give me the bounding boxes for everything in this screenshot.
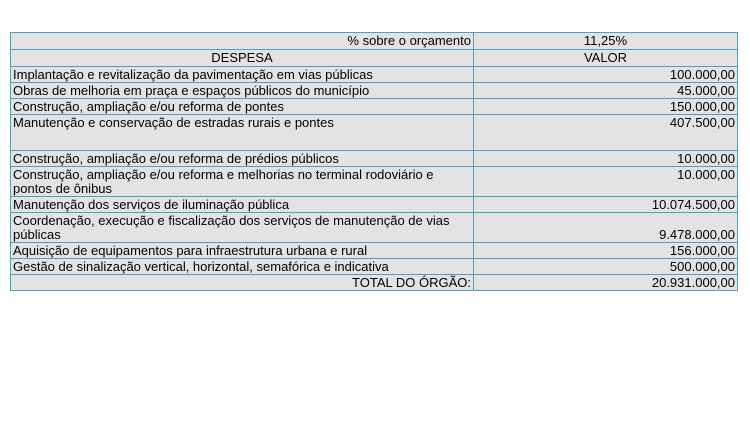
table-row bbox=[11, 197, 738, 213]
row-despesa: Gestão de sinalização vertical, horizontal, semafórica e indicativa bbox=[11, 259, 474, 275]
budget-table bbox=[10, 32, 738, 291]
row-valor: 10.074.500,00 bbox=[474, 197, 738, 213]
table-row bbox=[11, 259, 738, 275]
table-row bbox=[11, 115, 738, 151]
row-valor: 150.000,00 bbox=[474, 99, 738, 115]
total-label: TOTAL DO ÓRGÃO: bbox=[11, 275, 474, 291]
row-valor: 407.500,00 bbox=[474, 115, 738, 151]
row-valor: 10.000,00 bbox=[474, 151, 738, 167]
row-despesa: Obras de melhoria em praça e espaços públicos do município bbox=[11, 83, 474, 99]
row-despesa: Coordenação, execução e fiscalização dos serviços de manutenção de vias públicas bbox=[11, 213, 474, 243]
row-valor: 500.000,00 bbox=[474, 259, 738, 275]
row-valor: 9.478.000,00 bbox=[474, 213, 738, 243]
row-despesa: Manutenção e conservação de estradas rurais e pontes bbox=[11, 115, 474, 151]
budget-percent-row bbox=[11, 33, 738, 50]
row-despesa: Aquisição de equipamentos para infraestrutura urbana e rural bbox=[11, 243, 474, 259]
row-valor: 45.000,00 bbox=[474, 83, 738, 99]
row-valor: 10.000,00 bbox=[474, 167, 738, 197]
table-row bbox=[11, 83, 738, 99]
table-row bbox=[11, 99, 738, 115]
column-header-valor: VALOR bbox=[474, 50, 738, 67]
column-header-despesa: DESPESA bbox=[11, 50, 474, 67]
total-value: 20.931.000,00 bbox=[474, 275, 738, 291]
table-row bbox=[11, 67, 738, 83]
row-despesa: Implantação e revitalização da pavimentação em vias públicas bbox=[11, 67, 474, 83]
row-valor: 100.000,00 bbox=[474, 67, 738, 83]
budget-percent-label: % sobre o orçamento bbox=[11, 33, 474, 50]
row-despesa: Construção, ampliação e/ou reforma de prédios públicos bbox=[11, 151, 474, 167]
table-row bbox=[11, 213, 738, 243]
row-despesa: Construção, ampliação e/ou reforma de pontes bbox=[11, 99, 474, 115]
row-valor: 156.000,00 bbox=[474, 243, 738, 259]
table-row bbox=[11, 243, 738, 259]
budget-percent-value: 11,25% bbox=[474, 33, 738, 50]
table-row bbox=[11, 167, 738, 197]
row-despesa: Manutenção dos serviços de iluminação pública bbox=[11, 197, 474, 213]
table-row bbox=[11, 151, 738, 167]
total-row bbox=[11, 275, 738, 291]
row-despesa: Construção, ampliação e/ou reforma e melhorias no terminal rodoviário e pontos de ônibus bbox=[11, 167, 474, 197]
table-header-row bbox=[11, 50, 738, 67]
